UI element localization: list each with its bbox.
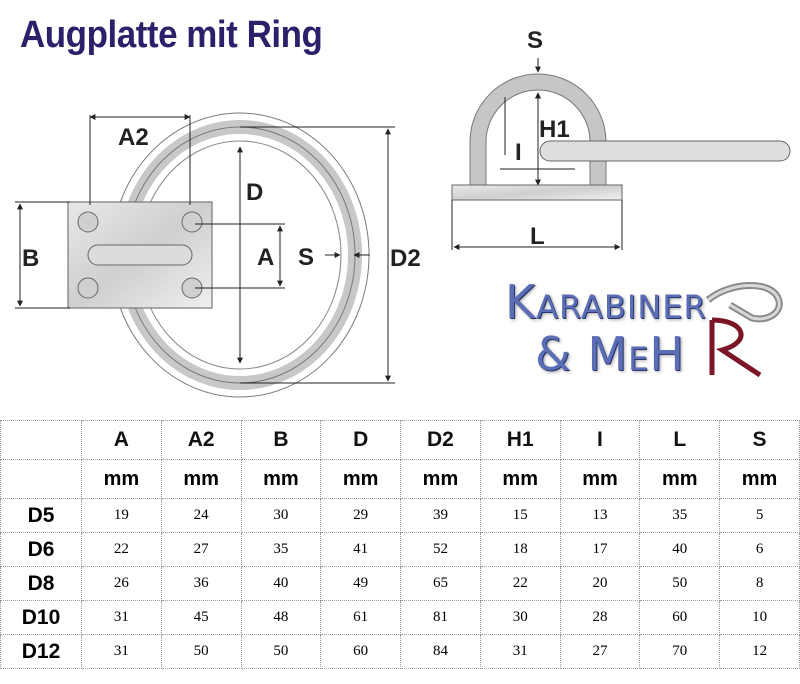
table-row bbox=[1, 533, 800, 567]
table-cell: 84 bbox=[401, 635, 481, 669]
table-cell: 35 bbox=[640, 499, 720, 533]
table-unit: mm bbox=[401, 460, 481, 499]
row-label: D5 bbox=[1, 499, 82, 533]
table-unit bbox=[1, 460, 82, 499]
label-s-side: S bbox=[527, 27, 544, 54]
table-unit: mm bbox=[161, 460, 241, 499]
table-unit: mm bbox=[321, 460, 401, 499]
label-a2: A2 bbox=[118, 124, 149, 151]
table-cell: 26 bbox=[82, 567, 162, 601]
table-cell: 12 bbox=[720, 635, 800, 669]
table-cell: 50 bbox=[241, 635, 321, 669]
table-cell: 30 bbox=[241, 499, 321, 533]
table-cell: 31 bbox=[82, 601, 162, 635]
table-unit: mm bbox=[480, 460, 560, 499]
table-cell: 6 bbox=[720, 533, 800, 567]
table-cell: 48 bbox=[241, 601, 321, 635]
label-l: L bbox=[530, 223, 545, 250]
table-cell: 18 bbox=[480, 533, 560, 567]
table-header-row bbox=[1, 421, 800, 460]
table-cell: 8 bbox=[720, 567, 800, 601]
label-s-top: S bbox=[298, 244, 315, 271]
table-cell: 41 bbox=[321, 533, 401, 567]
table-header: A bbox=[82, 421, 162, 460]
table-cell: 19 bbox=[82, 499, 162, 533]
table-unit: mm bbox=[560, 460, 640, 499]
table-cell: 10 bbox=[720, 601, 800, 635]
table-cell: 49 bbox=[321, 567, 401, 601]
table-cell: 65 bbox=[401, 567, 481, 601]
table-cell: 28 bbox=[560, 601, 640, 635]
table-cell: 31 bbox=[82, 635, 162, 669]
label-i: I bbox=[515, 139, 522, 166]
table-cell: 60 bbox=[640, 601, 720, 635]
table-cell: 27 bbox=[161, 533, 241, 567]
table-cell: 22 bbox=[82, 533, 162, 567]
table-unit: mm bbox=[720, 460, 800, 499]
table-row bbox=[1, 635, 800, 669]
table-cell: 52 bbox=[401, 533, 481, 567]
table-cell: 36 bbox=[161, 567, 241, 601]
table-cell: 29 bbox=[321, 499, 401, 533]
row-label: D10 bbox=[1, 601, 82, 635]
table-header: D2 bbox=[401, 421, 481, 460]
row-label: D8 bbox=[1, 567, 82, 601]
karabiner-logo bbox=[505, 275, 795, 385]
table-cell: 50 bbox=[161, 635, 241, 669]
row-label: D6 bbox=[1, 533, 82, 567]
row-label: D12 bbox=[1, 635, 82, 669]
table-cell: 27 bbox=[560, 635, 640, 669]
table-cell: 13 bbox=[560, 499, 640, 533]
table-cell: 17 bbox=[560, 533, 640, 567]
table-header: I bbox=[560, 421, 640, 460]
table-unit: mm bbox=[241, 460, 321, 499]
table-cell: 45 bbox=[161, 601, 241, 635]
page-title: Augplatte mit Ring bbox=[20, 14, 323, 56]
table-header: L bbox=[640, 421, 720, 460]
label-b: B bbox=[22, 245, 40, 272]
dimension-table bbox=[0, 420, 800, 669]
table-unit: mm bbox=[640, 460, 720, 499]
table-cell: 30 bbox=[480, 601, 560, 635]
table-header bbox=[1, 421, 82, 460]
label-d: D bbox=[246, 179, 264, 206]
table-unit-row bbox=[1, 460, 800, 499]
table-header: B bbox=[241, 421, 321, 460]
label-d2: D2 bbox=[390, 245, 421, 272]
table-header: S bbox=[720, 421, 800, 460]
table-cell: 70 bbox=[640, 635, 720, 669]
table-cell: 81 bbox=[401, 601, 481, 635]
table-cell: 40 bbox=[640, 533, 720, 567]
table-cell: 40 bbox=[241, 567, 321, 601]
table-row bbox=[1, 499, 800, 533]
table-row bbox=[1, 567, 800, 601]
table-cell: 31 bbox=[480, 635, 560, 669]
table-cell: 35 bbox=[241, 533, 321, 567]
table-row bbox=[1, 601, 800, 635]
table-cell: 20 bbox=[560, 567, 640, 601]
table-cell: 24 bbox=[161, 499, 241, 533]
eye-plate-top-view bbox=[68, 202, 212, 308]
table-cell: 5 bbox=[720, 499, 800, 533]
table-cell: 61 bbox=[321, 601, 401, 635]
table-header: D bbox=[321, 421, 401, 460]
table-cell: 39 bbox=[401, 499, 481, 533]
table-cell: 60 bbox=[321, 635, 401, 669]
table-cell: 15 bbox=[480, 499, 560, 533]
table-unit: mm bbox=[82, 460, 162, 499]
label-h1: H1 bbox=[539, 116, 570, 143]
table-header: H1 bbox=[480, 421, 560, 460]
side-view-drawing bbox=[452, 74, 790, 200]
table-cell: 22 bbox=[480, 567, 560, 601]
logo-text-line2: & MeH bbox=[535, 327, 685, 381]
logo-text-line1: Karabiner bbox=[505, 275, 707, 329]
table-cell: 50 bbox=[640, 567, 720, 601]
label-a: A bbox=[257, 244, 275, 271]
table-header: A2 bbox=[161, 421, 241, 460]
